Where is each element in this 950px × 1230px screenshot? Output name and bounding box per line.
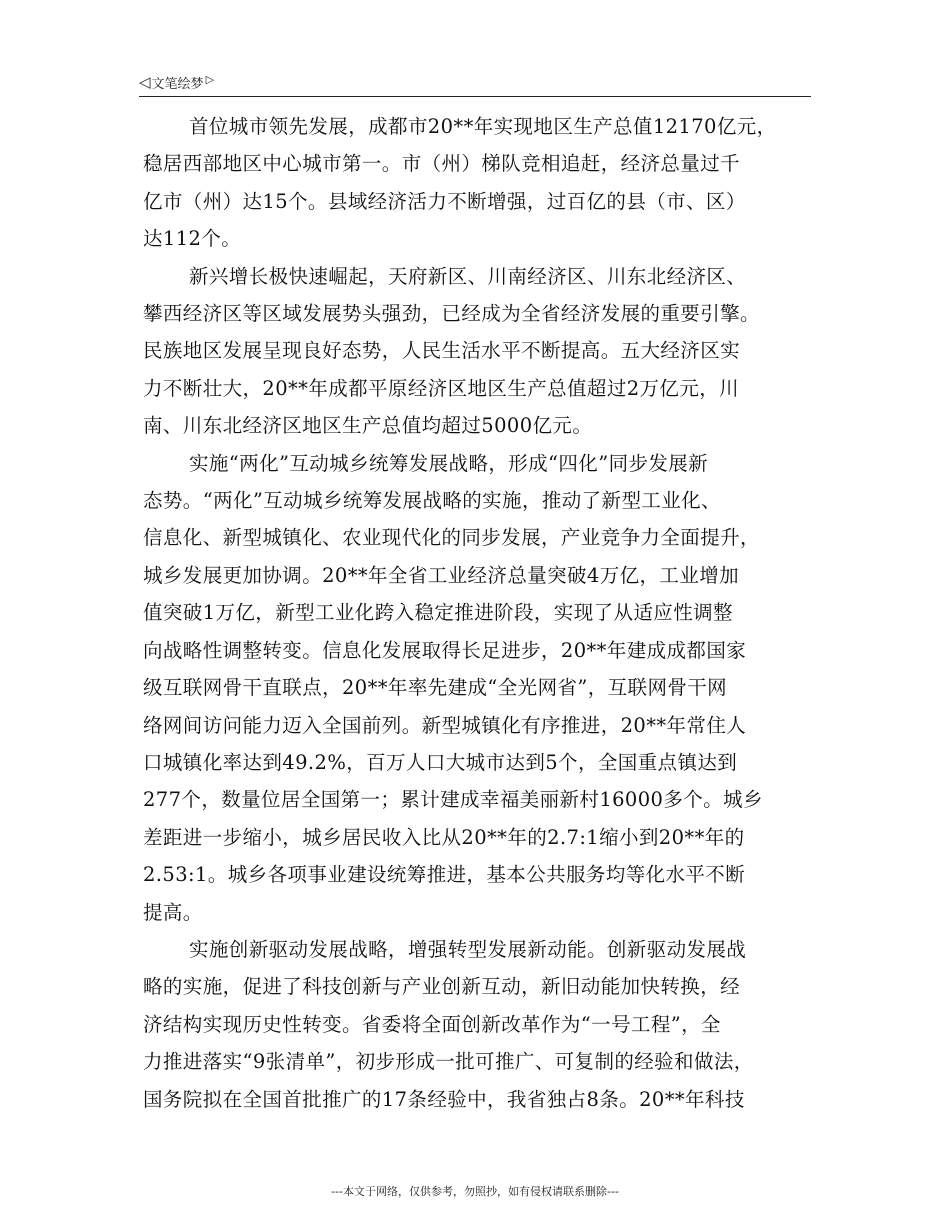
text-line: 力推进落实“9张清单”，初步形成一批可推广、可复制的经验和做法， [143,1050,754,1074]
text-line: 新兴增长极快速崛起，天府新区、川南经济区、川东北经济区、 [189,264,747,288]
text-line: 值突破1万亿，新型工业化跨入稳定推进阶段，实现了从适应性调整 [143,601,733,625]
text-line: 攀西经济区等区域发展势头强劲，已经成为全省经济发展的重要引擎。 [143,302,760,326]
text-line: 亿市（州）达15个。县域经济活力不断增强，过百亿的县（市、区） [143,189,746,213]
paragraph-1 [143,108,815,258]
header-title: 文笔绘梦 [151,77,204,92]
right-triangle-icon: ▷ [205,73,215,86]
text-line: 力不断壮大，20**年成都平原经济区地区生产总值超过2万亿元，川 [143,376,740,400]
text-line: 2.53:1。城乡各项事业建设统筹推进，基本公共服务均等化水平不断 [143,863,746,887]
text-line: 向战略性调整转变。信息化发展取得长足进步，20**年建成成都国家 [143,638,747,662]
text-line: 民族地区发展呈现良好态势，人民生活水平不断提高。五大经济区实 [143,339,741,363]
header-brand [139,73,214,92]
left-triangle-icon: ◁ [139,73,151,91]
text-line: 差距进一步缩小，城乡居民收入比从20**年的2.7:1缩小到20**年的 [143,825,745,849]
text-line: 信息化、新型城镇化、农业现代化的同步发展，产业竞争力全面提升， [143,526,760,550]
text-line: 南、川东北经济区地区生产总值均超过5000亿元。 [143,414,593,438]
text-line: 略的实施，促进了科技创新与产业创新互动，新旧动能加快转换，经 [143,975,741,999]
text-line: 城乡发展更加协调。20**年全省工业经济总量突破4万亿，工业增加 [143,563,740,587]
text-line: 济结构实现历史性转变。省委将全面创新改革作为“一号工程”，全 [143,1012,721,1036]
page-header [139,72,811,97]
paragraph-4 [143,931,815,1118]
text-line: 首位城市领先发展，成都市20**年实现地区生产总值12170亿元， [189,115,777,138]
text-line: 277个，数量位居全国第一；累计建成幸福美丽新村16000多个。城乡 [143,788,763,812]
text-line: 实施“两化”互动城乡统筹发展战略，形成“四化”同步发展新 [189,451,709,475]
text-line: 稳居西部地区中心城市第一。市（州）梯队竞相追赶，经济总量过千 [143,152,741,176]
text-line: 达112个。 [143,227,242,251]
text-line: 级互联网骨干直联点，20**年率先建成“全光网省”，互联网骨干网 [143,676,728,700]
paragraph-3 [143,445,815,931]
text-line: 国务院拟在全国首批推广的17条经验中，我省独占8条。20**年科技 [143,1087,745,1111]
text-line: 提高。 [143,900,203,924]
text-line: 态势。“两化”互动城乡统筹发展战略的实施，推动了新型工业化、 [143,489,721,513]
page-footer-disclaimer: ---本文于网络，仅供参考，勿照抄，如有侵权请联系删除--- [331,1185,619,1198]
document-body [143,108,815,1118]
text-line: 络网间访问能力迈入全国前列。新型城镇化有序推进，20**年常住人 [143,713,747,737]
text-line: 口城镇化率达到49.2%，百万人口大城市达到5个，全国重点镇达到 [143,750,738,774]
paragraph-2 [143,258,815,445]
text-line: 实施创新驱动发展战略，增强转型发展新动能。创新驱动发展战 [189,937,747,961]
